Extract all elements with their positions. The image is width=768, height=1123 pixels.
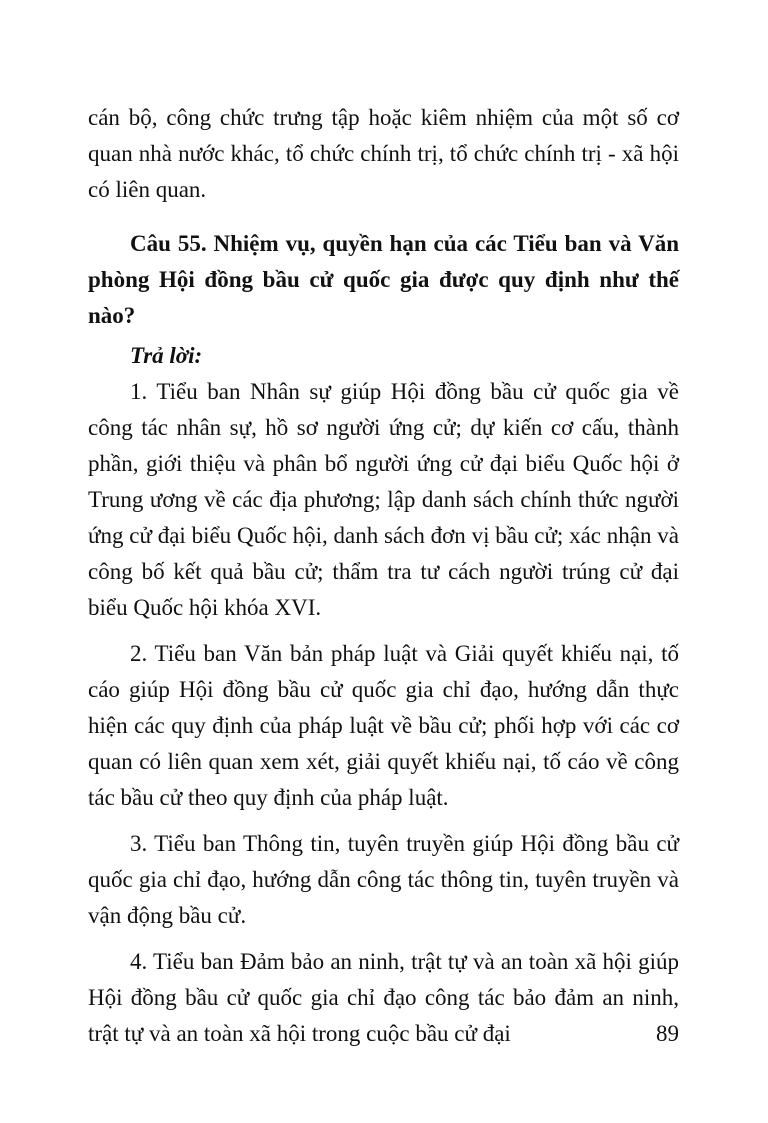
question-heading: Câu 55. Nhiệm vụ, quyền hạn của các Tiểu ban và Văn phòng Hội đồng bầu cử quốc gia được quy định như thế nào?	[88, 231, 679, 328]
continuation-paragraph: cán bộ, công chức trưng tập hoặc kiêm nhiệm của một số cơ quan nhà nước khác, tổ chức chính trị, tổ chức chính trị - xã hội có liên quan.	[88, 105, 679, 202]
answer-item-4: 4. Tiểu ban Đảm bảo an ninh, trật tự và an toàn xã hội giúp Hội đồng bầu cử quốc gia chỉ đạo công tác bảo đảm an ninh, trật tự và an toàn xã hội trong cuộc bầu cử đại	[88, 949, 679, 1046]
answer-item-1: 1. Tiểu ban Nhân sự giúp Hội đồng bầu cử quốc gia về công tác nhân sự, hồ sơ người ứng cử; dự kiến cơ cấu, thành phần, giới thiệu và phân bổ người ứng cử đại biểu Quốc hội ở Trung ương về các địa phương; lập danh sách chính thức người ứng cử đại biểu Quốc hội, danh sách đơn vị bầu cử; xác nhận và công bố kết quả bầu cử; thẩm tra tư cách người trúng cử đại biểu Quốc hội khóa XVI.	[88, 379, 679, 620]
page-content	[88, 100, 679, 1052]
answer-item-2: 2. Tiểu ban Văn bản pháp luật và Giải quyết khiếu nại, tố cáo giúp Hội đồng bầu cử quốc gia chỉ đạo, hướng dẫn thực hiện các quy định của pháp luật về bầu cử; phối hợp với các cơ quan có liên quan xem xét, giải quyết khiếu nại, tố cáo về công tác bầu cử theo quy định của pháp luật.	[88, 641, 679, 810]
answer-item-3: 3. Tiểu ban Thông tin, tuyên truyền giúp Hội đồng bầu cử quốc gia chỉ đạo, hướng dẫn công tác thông tin, tuyên truyền và vận động bầu cử.	[88, 831, 679, 928]
answer-label: Trả lời:	[130, 343, 203, 368]
page-number: 89	[656, 1021, 679, 1046]
